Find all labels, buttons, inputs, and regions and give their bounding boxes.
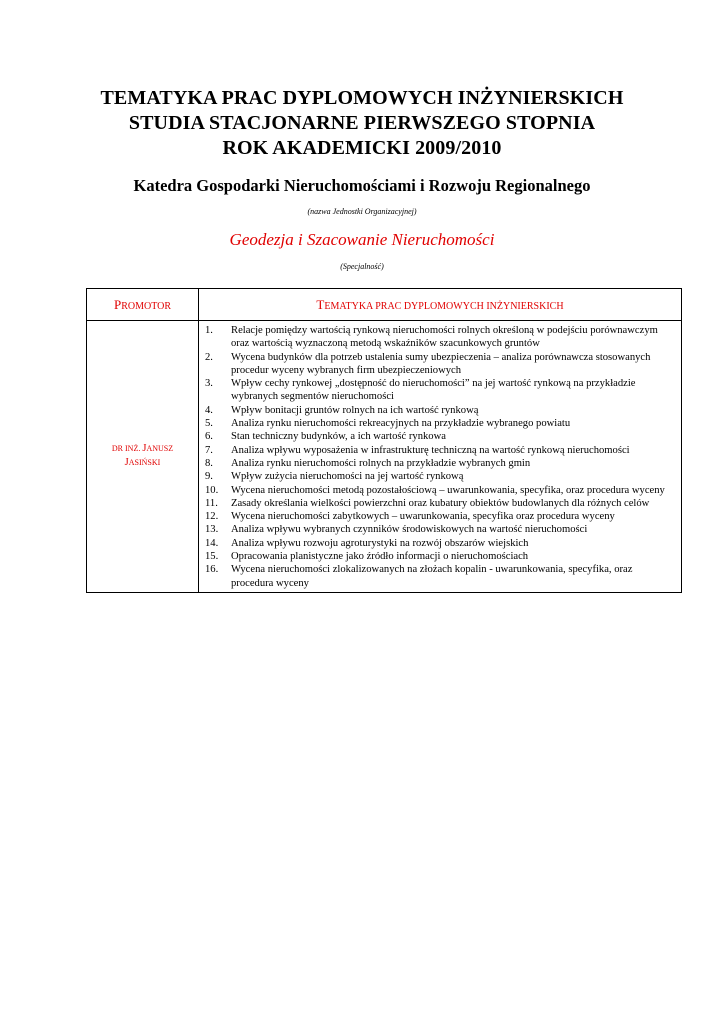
- list-item-number: 16.: [205, 564, 219, 576]
- list-item: [205, 404, 677, 417]
- list-item-number: 6.: [205, 431, 213, 443]
- list-item-text: Relacje pomiędzy wartością rynkową nieruchomości rolnych określoną w podejściu porównawczym oraz wartością wyznaczoną metodą wskaźników szacunkowych gruntów: [231, 325, 658, 350]
- list-item-text: Wpływ cechy rynkowej „dostępność do nieruchomości” na jej wartość rynkową na przykładzie wybranych segmentów nieruchomości: [231, 378, 636, 403]
- list-item: [205, 523, 677, 536]
- list-item-text: Wpływ bonitacji gruntów rolnych na ich wartość rynkową: [231, 404, 479, 416]
- list-item-number: 15.: [205, 551, 219, 563]
- list-item: [205, 537, 677, 550]
- document-title: [0, 86, 724, 161]
- topic-list: [205, 324, 677, 590]
- list-item-number: 1.: [205, 325, 213, 336]
- list-item-text: Analiza rynku nieruchomości rekreacyjnych na przykładzie wybranego powiatu: [231, 418, 571, 430]
- title-line-3: ROK AKADEMICKI 2009/2010: [222, 137, 502, 159]
- list-item: [205, 377, 677, 404]
- list-item-text: Wycena nieruchomości zabytkowych – uwarunkowania, specyfika oraz procedura wyceny: [231, 511, 615, 523]
- promotor-first-initial: J: [142, 443, 147, 455]
- specialty-note: (Specjalność): [340, 262, 384, 271]
- list-item-number: 7.: [205, 444, 213, 456]
- list-item-text: Opracowania planistyczne jako źródło informacji o nieruchomościach: [231, 551, 529, 563]
- list-item-number: 13.: [205, 524, 219, 536]
- promotor-cell: [87, 321, 199, 593]
- list-item-text: Analiza rynku nieruchomości rolnych na przykładzie wybranych gmin: [231, 457, 531, 469]
- topics-header: [199, 289, 682, 321]
- promotor-title: DR INŻ.: [111, 444, 141, 454]
- list-item: [205, 417, 677, 430]
- list-item-number: 14.: [205, 537, 219, 549]
- topics-table: [86, 288, 682, 593]
- list-item: [205, 324, 677, 351]
- list-item: [205, 470, 677, 483]
- promotor-header-rest: ROMOTOR: [121, 300, 172, 312]
- promotor-header: [87, 289, 199, 321]
- list-item-text: Stan techniczny budynków, a ich wartość rynkowa: [231, 431, 446, 443]
- list-item-number: 4.: [205, 404, 213, 416]
- list-item: [205, 430, 677, 443]
- topics-cell: [199, 321, 682, 593]
- list-item: [205, 484, 677, 497]
- table-header-row: [87, 289, 682, 321]
- list-item: [205, 550, 677, 563]
- list-item: [205, 457, 677, 470]
- promotor-line-1: [87, 442, 198, 456]
- list-item-text: Analiza wpływu wybranych czynników środowiskowych na wartość nieruchomości: [231, 524, 588, 536]
- list-item-number: 3.: [205, 378, 213, 390]
- topics-header-initial: T: [316, 296, 325, 312]
- list-item-text: Analiza wpływu wyposażenia w infrastrukturę techniczną na wartość rynkową nieruchomości: [231, 444, 630, 456]
- list-item-number: 12.: [205, 511, 219, 523]
- title-line-1: TEMATYKA PRAC DYPLOMOWYCH INŻYNIERSKICH: [100, 87, 624, 109]
- list-item: [205, 497, 677, 510]
- list-item: [205, 351, 677, 378]
- list-item-number: 8.: [205, 457, 213, 469]
- title-line-2: STUDIA STACJONARNE PIERWSZEGO STOPNIA: [128, 112, 596, 134]
- list-item-number: 10.: [205, 484, 219, 496]
- promotor-header-initial: P: [113, 296, 122, 312]
- list-item-text: Analiza wpływu rozwoju agroturystyki na rozwój obszarów wiejskich: [231, 537, 529, 549]
- specialty-name: Geodezja i Szacowanie Nieruchomości: [229, 230, 495, 249]
- department-note: (nazwa Jednostki Organizacyjnej): [307, 207, 417, 216]
- list-item-number: 5.: [205, 418, 213, 430]
- promotor-line-2: [87, 456, 198, 470]
- list-item-number: 9.: [205, 471, 213, 483]
- list-item: [205, 510, 677, 523]
- list-item-text: Wycena nieruchomości metodą pozostałościową – uwarunkowania, specyfika, oraz procedura wyceny: [231, 484, 665, 496]
- list-item-number: 2.: [205, 351, 213, 363]
- promotor-first-rest: ANUSZ: [146, 444, 174, 454]
- list-item-text: Wycena budynków dla potrzeb ustalenia sumy ubezpieczenia – analiza porównawcza stosowanych procedur wyceny wybranych firm ubezpieczeniowych: [231, 351, 651, 376]
- topics-header-rest: EMATYKA PRAC DYPLOMOWYCH INŻYNIERSKICH: [324, 300, 564, 312]
- list-item-text: Zasady określania wielkości powierzchni oraz kubatury obiektów budowlanych dla różnych celów: [231, 497, 650, 509]
- list-item: [205, 444, 677, 457]
- list-item-text: Wycena nieruchomości zlokalizowanych na złożach kopalin - uwarunkowania, specyfika, oraz procedura wyceny: [231, 564, 633, 589]
- list-item-text: Wpływ zużycia nieruchomości na jej wartość rynkową: [231, 471, 464, 483]
- table-body-row: [87, 321, 682, 593]
- department-name: Katedra Gospodarki Nieruchomościami i Rozwoju Regionalnego: [133, 176, 591, 195]
- promotor-last-initial: J: [124, 457, 129, 469]
- list-item-number: 11.: [205, 497, 218, 509]
- promotor-last-rest: ASIŃSKI: [128, 458, 161, 468]
- list-item: [205, 563, 677, 590]
